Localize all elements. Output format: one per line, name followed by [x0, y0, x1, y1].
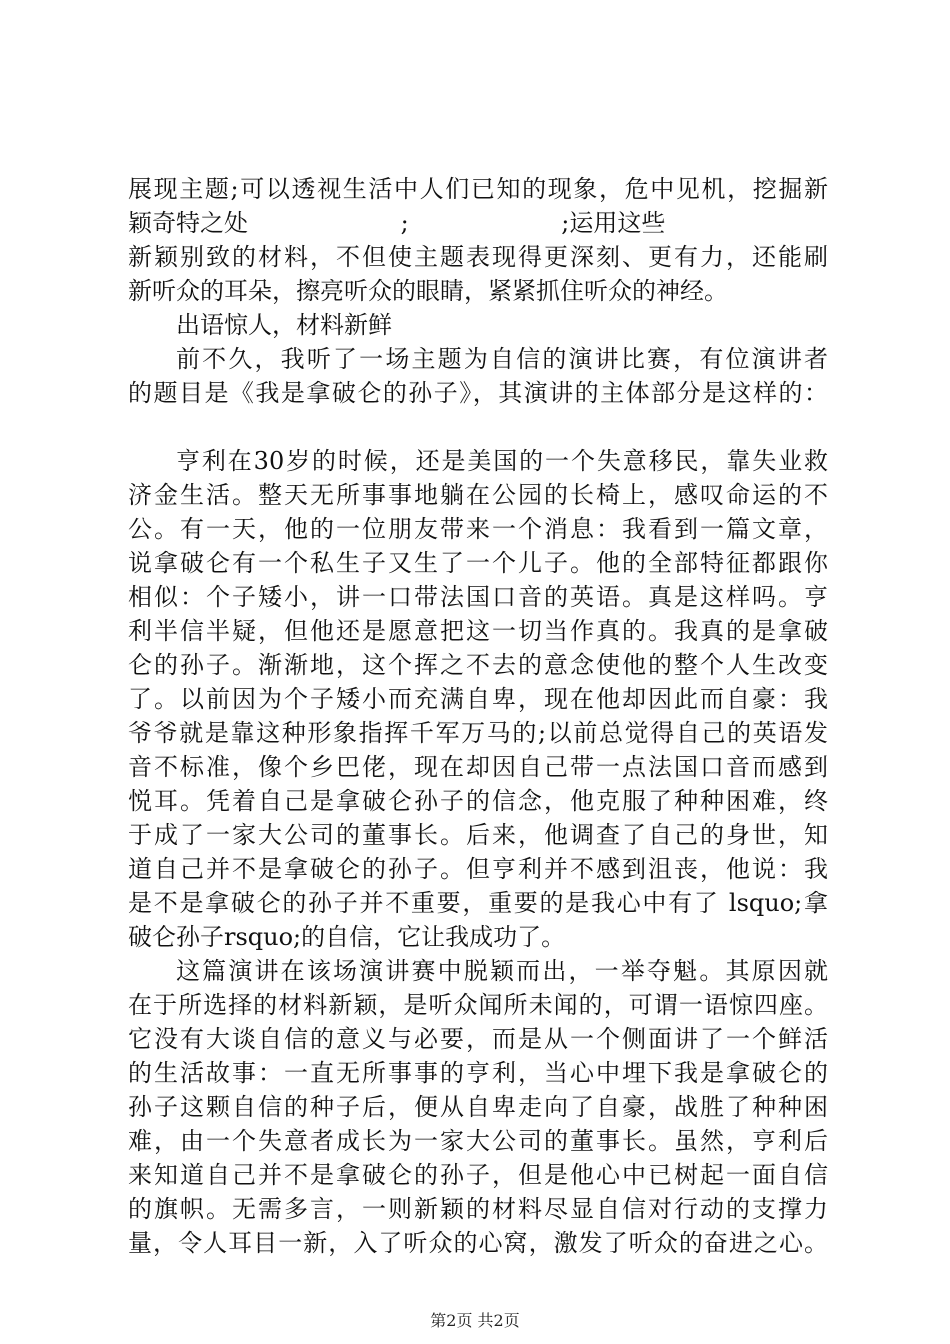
text-line: 颖奇特之处 ; ;运用这些: [128, 209, 666, 237]
text-line: 的旗帜。无需多言，一则新颖的材料尽显自信对行动的支撑力: [128, 1195, 828, 1223]
text-line: 破仑孙子rsquo;的自信，它让我成功了。: [128, 923, 566, 951]
section-heading: 出语惊人，材料新鲜: [176, 311, 392, 339]
text-line: 亨利在30岁的时候，还是美国的一个失意移民，靠失业救: [176, 447, 828, 475]
text-line: 孙子这颗自信的种子后，便从自卑走向了自豪，战胜了种种困: [128, 1093, 828, 1121]
text-line: 是不是拿破仑的孙子并不重要，重要的是我心中有了 lsquo;拿: [128, 889, 828, 917]
text-line: 新听众的耳朵，擦亮听众的眼睛，紧紧抓住听众的神经。: [128, 277, 728, 305]
text-line: 公。有一天，他的一位朋友带来一个消息：我看到一篇文章，: [128, 515, 828, 543]
text-line: 利半信半疑，但他还是愿意把这一切当作真的。我真的是拿破: [128, 617, 828, 645]
text-line: 这篇演讲在该场演讲赛中脱颖而出，一举夺魁。其原因就: [176, 957, 828, 985]
text-line: 难，由一个失意者成长为一家大公司的董事长。虽然，亨利后: [128, 1127, 828, 1155]
paragraph-gap: [128, 410, 828, 444]
text-line: 展现主题;可以透视生活中人们已知的现象，危中见机，挖掘新: [128, 175, 828, 203]
text-line: 说拿破仑有一个私生子又生了一个儿子。他的全部特征都跟你: [128, 549, 828, 577]
text-line: 的题目是《我是拿破仑的孙子》，其演讲的主体部分是这样的：: [128, 379, 828, 407]
text-line: 前不久，我听了一场主题为自信的演讲比赛，有位演讲者: [176, 345, 828, 373]
text-line: 了。以前因为个子矮小而充满自卑，现在他却因此而自豪：我: [128, 685, 828, 713]
text-line: 悦耳。凭着自己是拿破仑孙子的信念，他克服了种种困难，终: [128, 787, 828, 815]
text-line: 新颖别致的材料，不但使主题表现得更深刻、更有力，还能刷: [128, 243, 828, 271]
text-line: 来知道自己并不是拿破仑的孙子，但是他心中已树起一面自信: [128, 1161, 828, 1189]
text-line: 道自己并不是拿破仑的孙子。但亨利并不感到沮丧，他说：我: [128, 855, 828, 883]
text-line: 在于所选择的材料新颖，是听众闻所未闻的，可谓一语惊四座。: [128, 991, 828, 1019]
page-footer: 第2页 共2页: [430, 1311, 520, 1330]
text-line: 于成了一家大公司的董事长。后来，他调查了自己的身世，知: [128, 821, 828, 849]
text-line: 相似：个子矮小，讲一口带法国口音的英语。真是这样吗。亨: [128, 583, 828, 611]
text-line: 它没有大谈自信的意义与必要，而是从一个侧面讲了一个鲜活: [128, 1025, 828, 1053]
text-line: 仑的孙子。渐渐地，这个挥之不去的意念使他的整个人生改变: [128, 651, 828, 679]
text-line: 济金生活。整天无所事事地躺在公园的长椅上，感叹命运的不: [128, 481, 828, 509]
text-line: 的生活故事：一直无所事事的亨利，当心中埋下我是拿破仑的: [128, 1059, 828, 1087]
text-line: 爷爷就是靠这种形象指挥千军万马的;以前总觉得自己的英语发: [128, 719, 828, 747]
text-line: 量，令人耳目一新，入了听众的心窝，激发了听众的奋进之心。: [128, 1229, 828, 1257]
document-body: [128, 172, 828, 1260]
text-line: 音不标准，像个乡巴佬，现在却因自己带一点法国口音而感到: [128, 753, 828, 781]
